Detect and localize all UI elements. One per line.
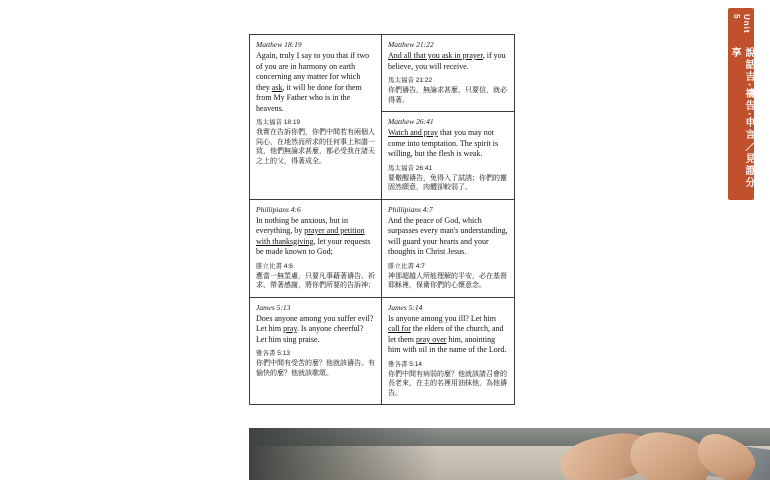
verse-text-en: And all that you ask in prayer, if you believe, you will receive. [388,51,506,71]
verse-cell-matthew-21-22 [382,35,514,112]
verse-text-zh: 你們禱告，無論求甚麼，只要信，就必得著。 [388,87,507,104]
verse-text-zh: 神那超越人所能理解的平安，必在基督耶穌裡，保衛你們的心懷意念。 [388,272,507,289]
unit-title-label: 說話吉‧禱告‧申言／見證分享 [729,46,754,190]
verse-reference-en: Matthew 26:41 [388,117,434,126]
verse-reference-en: James 5:13 [256,302,291,312]
verse-text-en: Again, truly I say to you that if two of you are in harmony on earth concerning any matter for which they ask, it will be done for them from My Father who is in the heavens. [256,51,370,113]
verse-cell-philippians-4-6 [250,200,382,297]
verse-reference-zh: 雅各書 5:13 [256,350,290,357]
verse-text-zh: 應當一無罣慮，只要凡事藉著禱告、祈求、帶著感謝，將你們所要的告訴神； [256,272,375,289]
verse-reference-en: Matthew 18:19 [256,40,302,49]
verse-reference-en: James 5:14 [388,302,423,312]
table-row [250,298,514,405]
verse-text-zh: 你們中間有受苦的麼？他就該禱告。有愉快的麼？他就該歌頌。 [256,360,375,377]
verse-reference-zh: 馬太福音 26:41 [388,164,433,172]
verse-cell-matthew-18-19 [250,35,382,199]
verse-reference-zh: 腓立比書 4:6 [256,262,293,270]
unit-number-label: Unit 5 [732,14,751,34]
verse-reference-zh: 腓立比書 4:7 [388,262,425,270]
praying-hands-photo [249,428,770,480]
verse-reference-zh: 馬太福音 21:22 [388,77,433,84]
verse-reference-zh: 馬太福音 18:19 [256,119,301,126]
verse-text-zh: 你們中間有病弱的麼？他就該請召會的長老來，在主的名裡用油抹他，為他禱告。 [388,370,507,397]
verse-reference-en: Phillipians 4:6 [256,204,301,214]
verse-reference-zh: 雅各書 5:14 [388,360,422,368]
verse-text-en: In nothing be anxious, but in everything, by prayer and petition with thanksgiving, let your requests be made known to God; [256,215,371,256]
verse-text-en: Watch and pray that you may not come into temptation. The spirit is willing, but the flesh is weak. [388,128,499,158]
verse-text-zh: 我實在告訴你們，你們中間若有兩個人同心，在地然而所求的任何事上和諧一致，他們無論求甚麼，都必受我在諸天之上的父，得著成全。 [256,129,375,165]
verse-cell-james-5-13 [250,298,382,405]
verse-reference-en: Matthew 21:22 [388,40,434,49]
verse-cell-philippians-4-7 [382,200,514,297]
photo-vignette [249,428,439,480]
verse-text-en: And the peace of God, which surpasses every man's understanding, will guard your hearts and your thoughts in Christ Jesus. [388,215,508,256]
verse-cell-matthew-26-41 [382,112,514,199]
verse-reference-en: Phillipians 4:7 [388,204,433,214]
table-row [250,200,514,298]
verse-cell-group-matthew-21-26 [382,35,514,199]
unit-side-tab [728,8,754,200]
verse-text-en: Is anyone among you ill? Let him call for the elders of the church, and let them pray over him, anointing him with oil in the name of the Lord. [388,313,507,354]
verse-text-en: Does anyone among you suffer evil? Let him pray. Is anyone cheerful? Let him sing praise. [256,313,374,344]
table-row [250,35,514,200]
verse-table [249,34,515,405]
verse-cell-james-5-14 [382,298,514,405]
verse-text-zh: 要儆醒禱告，免得入了試誘；你們的靈固然願意，肉體卻較弱了。 [388,174,507,191]
